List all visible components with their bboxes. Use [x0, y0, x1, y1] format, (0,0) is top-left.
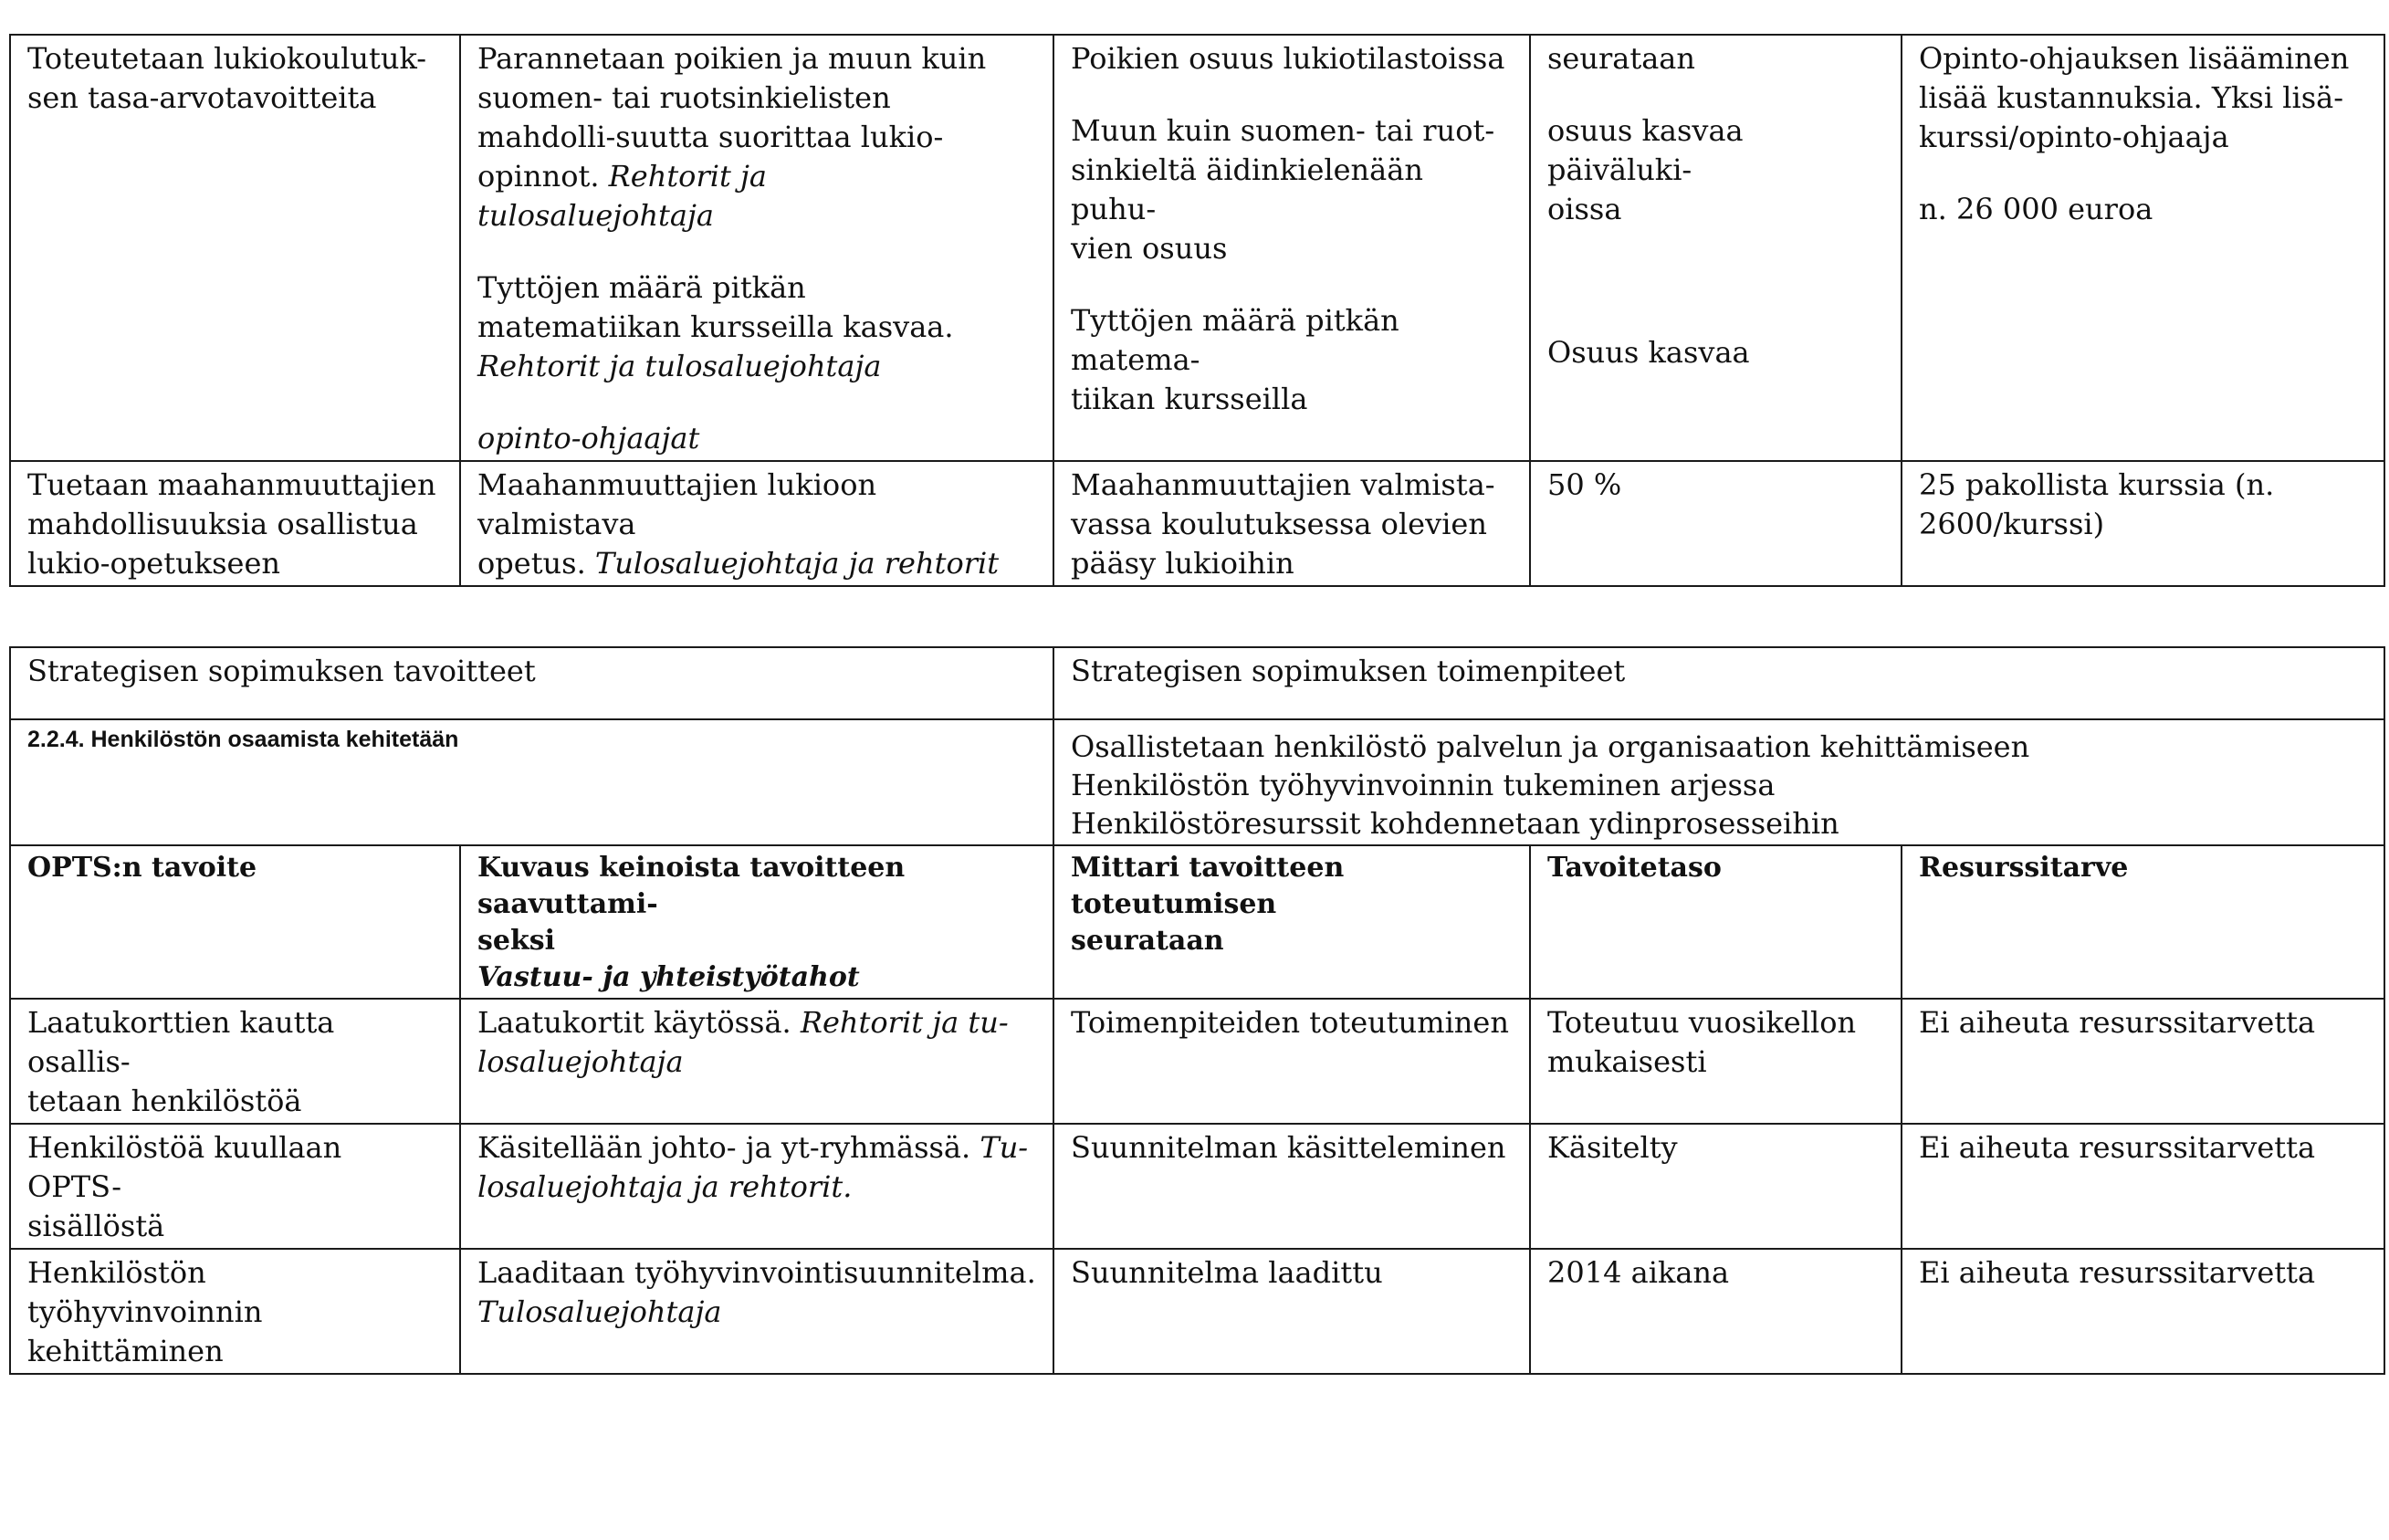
target-text: 2014 aikana	[1547, 1255, 1730, 1290]
measure-paragraph	[477, 268, 1002, 386]
target-cell	[1530, 999, 1902, 1124]
resource-text: n. 26 000 euroa	[1919, 192, 2153, 226]
goal-cell	[10, 999, 460, 1124]
actions-text: Osallistetaan henkilöstö palvelun ja organisaation kehittämiseen Henkilöstön työhyvinvoinnin tukeminen arjessa Henkilöstöresurssit kohdennetaan ydinprosesseihin	[1071, 729, 2030, 841]
measure-paragraph	[477, 419, 1036, 458]
column-header-row	[10, 845, 2384, 999]
responsible-text: Tulosaluejohtaja ja rehtorit	[594, 546, 1000, 581]
target-text: osuus kasvaa päiväluki- oissa	[1547, 113, 1744, 226]
measures-cell	[460, 35, 1053, 461]
resource-cell	[1902, 1124, 2384, 1249]
responsible-text: Tu- losaluejohtaja ja rehtorit.	[477, 1130, 1029, 1204]
responsible-text: opinto-ohjaajat	[477, 421, 700, 456]
measures-cell	[460, 1249, 1053, 1374]
column-header	[1530, 845, 1902, 999]
goals-header: Strategisen sopimuksen tavoitteet	[27, 654, 536, 688]
goal-text: Henkilöstöä kuullaan OPTS- sisällöstä	[27, 1130, 342, 1243]
column-header	[10, 845, 460, 999]
goal-cell	[10, 1124, 460, 1249]
section-title: 2.2.4. Henkilöstön osaamista kehitetään	[27, 727, 459, 752]
table-row	[10, 647, 2384, 719]
resource-text: 25 pakollista kurssia (n. 2600/kurssi)	[1919, 467, 2275, 541]
resource-cell	[1902, 1249, 2384, 1374]
measure-text: Parannetaan poikien ja muun kuin suomen- tai ruotsinkielisten mahdolli-suutta suorittaa lukio-opinnot.	[477, 41, 987, 194]
column-header-target: Tavoitetaso	[1547, 852, 1722, 884]
resource-text: Ei aiheuta resurssitarvetta	[1919, 1255, 2316, 1290]
measure-text: Tyttöjen määrä pitkän matematiikan kursseilla kasvaa.	[477, 270, 954, 344]
target-text: Osuus kasvaa	[1547, 335, 1750, 370]
goal-text: Laatukorttien kautta osallis- tetaan henkilöstöä	[27, 1005, 335, 1118]
goal-cell	[10, 35, 460, 461]
indicator-text: Maahanmuuttajien valmista- vassa koulutuksessa olevien pääsy lukioihin	[1071, 467, 1495, 581]
goal-cell	[10, 461, 460, 586]
indicator-cell	[1053, 35, 1530, 461]
measure-text: Laatukortit käytössä.	[477, 1005, 801, 1040]
goal-text: Tuetaan maahanmuuttajien mahdollisuuksia osallistua lukio-opetukseen	[27, 467, 436, 581]
target-cell	[1530, 1124, 1902, 1249]
responsible-text: Rehtorit ja tulosaluejohtaja	[477, 349, 882, 383]
resource-cell	[1902, 461, 2384, 586]
goals-header-cell	[10, 647, 1053, 719]
column-header-measures: Kuvaus keinoista tavoitteen saavuttami- seksi	[477, 852, 906, 957]
target-text: seurataan	[1547, 41, 1695, 76]
responsible-text: Rehtorit ja tu- losaluejohtaja	[477, 1005, 1009, 1079]
measures-cell	[460, 999, 1053, 1124]
indicator-cell	[1053, 1249, 1530, 1374]
responsible-text: Tulosaluejohtaja	[477, 1294, 722, 1329]
table-row	[10, 461, 2384, 586]
resource-text: Ei aiheuta resurssitarvetta	[1919, 1005, 2316, 1040]
table-row	[10, 1249, 2384, 1374]
actions-header-cell	[1053, 647, 2384, 719]
table-row	[10, 719, 2384, 845]
target-text: Toteutuu vuosikellon mukaisesti	[1547, 1005, 1857, 1079]
indicator-cell	[1053, 1124, 1530, 1249]
table-row	[10, 999, 2384, 1124]
staff-competence-table	[9, 646, 2385, 1375]
column-header-resource: Resurssitarve	[1919, 852, 2129, 884]
column-header-goal: OPTS:n tavoite	[27, 852, 257, 884]
responsible-text: Rehtorit ja tulosaluejohtaja	[477, 159, 767, 233]
target-text: Käsitelty	[1547, 1130, 1678, 1165]
target-text: 50 %	[1547, 467, 1622, 502]
indicator-cell	[1053, 461, 1530, 586]
measures-cell	[460, 461, 1053, 586]
indicator-text: Muun kuin suomen- tai ruot- sinkieltä äidinkielenään puhu- vien osuus	[1071, 113, 1495, 266]
measure-text: Laaditaan työhyvinvointisuunnitelma.	[477, 1255, 1036, 1290]
target-cell	[1530, 461, 1902, 586]
measure-text: Maahanmuuttajien lukioon valmistava opetus.	[477, 467, 877, 581]
indicator-text: Poikien osuus lukiotilastoissa	[1071, 41, 1505, 76]
indicator-text: Toimenpiteiden toteutuminen	[1071, 1005, 1509, 1040]
resource-text: Opinto-ohjauksen lisääminen lisää kustannuksia. Yksi lisä- kurssi/opinto-ohjaaja	[1919, 41, 2350, 154]
equality-goals-table	[9, 34, 2385, 587]
goal-text: Henkilöstön työhyvinvoinnin kehittäminen	[27, 1255, 263, 1368]
target-cell	[1530, 1249, 1902, 1374]
measure-paragraph	[477, 39, 1002, 236]
resource-text: Ei aiheuta resurssitarvetta	[1919, 1130, 2316, 1165]
table-row	[10, 35, 2384, 461]
indicator-text: Suunnitelma laadittu	[1071, 1255, 1383, 1290]
column-header	[460, 845, 1053, 999]
column-header	[1902, 845, 2384, 999]
column-header-responsible: Vastuu- ja yhteistyötahot	[477, 961, 860, 993]
table-row	[10, 1124, 2384, 1249]
measures-cell	[460, 1124, 1053, 1249]
actions-header: Strategisen sopimuksen toimenpiteet	[1071, 654, 1626, 688]
indicator-text: Suunnitelman käsitteleminen	[1071, 1130, 1506, 1165]
column-header-indicator: Mittari tavoitteen toteutumisen seurataan	[1071, 852, 1345, 957]
actions-cell	[1053, 719, 2384, 845]
indicator-cell	[1053, 999, 1530, 1124]
measure-text: Käsitellään johto- ja yt-ryhmässä.	[477, 1130, 980, 1165]
goal-text: Toteutetaan lukiokoulutuk- sen tasa-arvotavoitteita	[27, 41, 427, 115]
target-cell	[1530, 35, 1902, 461]
section-title-cell	[10, 719, 1053, 845]
column-header	[1053, 845, 1530, 999]
goal-cell	[10, 1249, 460, 1374]
indicator-text: Tyttöjen määrä pitkän matema- tiikan kursseilla	[1071, 303, 1399, 416]
resource-cell	[1902, 35, 2384, 461]
resource-cell	[1902, 999, 2384, 1124]
